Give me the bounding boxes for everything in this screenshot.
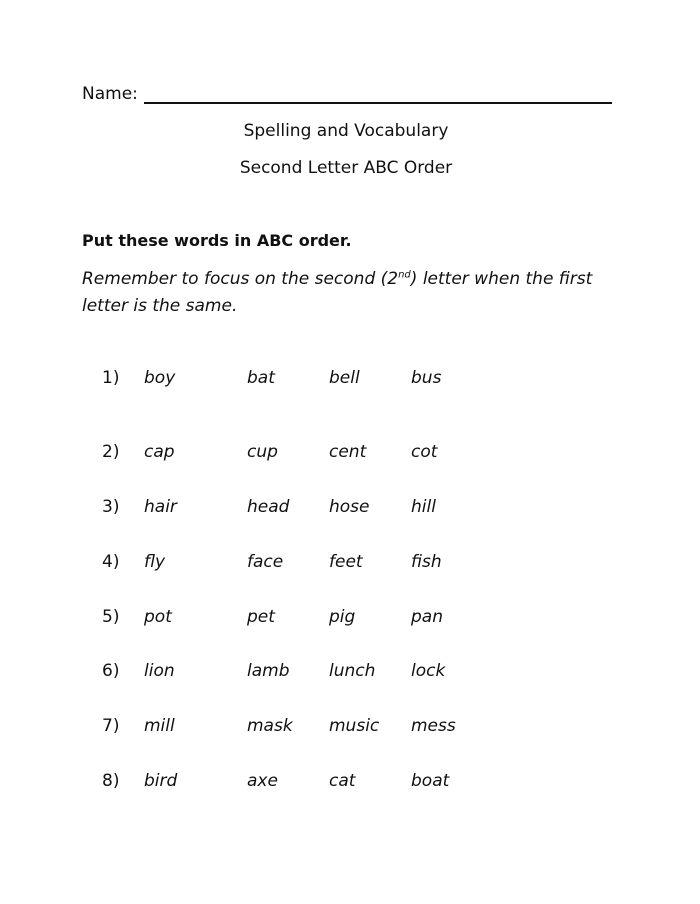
- word: cup: [247, 442, 278, 462]
- instruction-text: Put these words in ABC order.: [82, 231, 352, 250]
- name-blank-line[interactable]: [144, 84, 612, 104]
- word: bell: [329, 368, 360, 388]
- word: cot: [411, 442, 438, 462]
- word: feet: [329, 552, 363, 572]
- word: mask: [247, 716, 293, 736]
- reminder-after: ) letter when the first letter is the same.: [82, 269, 593, 316]
- word: mill: [144, 716, 175, 736]
- word: pig: [329, 607, 356, 627]
- worksheet-subtitle: Second Letter ABC Order: [239, 158, 453, 178]
- word-row-5: [0, 607, 700, 635]
- word: mess: [411, 716, 456, 736]
- word: bus: [411, 368, 442, 388]
- word: pot: [144, 607, 172, 627]
- word-row-2: [0, 442, 700, 470]
- word-row-8: [0, 771, 700, 799]
- word-row-3: [0, 497, 700, 525]
- word-row-6: [0, 661, 700, 689]
- reminder-text: [82, 266, 622, 320]
- word: music: [329, 716, 380, 736]
- row-number: 3): [102, 497, 120, 517]
- row-number: 7): [102, 716, 120, 736]
- word: bird: [144, 771, 178, 791]
- row-number: 4): [102, 552, 120, 572]
- reminder-superscript: nd: [398, 269, 411, 281]
- word: axe: [247, 771, 278, 791]
- word: boy: [144, 368, 176, 388]
- word-row-7: [0, 716, 700, 744]
- name-field[interactable]: [82, 84, 612, 104]
- name-label: Name:: [82, 84, 138, 104]
- reminder-before: Remember to focus on the second (2: [82, 269, 399, 289]
- word: lunch: [329, 661, 376, 681]
- word: hose: [329, 497, 370, 517]
- word: lock: [411, 661, 446, 681]
- word: head: [247, 497, 290, 517]
- word-row-1: [0, 368, 700, 396]
- word: lamb: [247, 661, 290, 681]
- word: cat: [329, 771, 356, 791]
- word: boat: [411, 771, 450, 791]
- word: fish: [411, 552, 442, 572]
- word: fly: [144, 552, 166, 572]
- row-number: 8): [102, 771, 120, 791]
- word: hair: [144, 497, 177, 517]
- word: cap: [144, 442, 175, 462]
- word: bat: [247, 368, 275, 388]
- row-number: 5): [102, 607, 120, 627]
- row-number: 6): [102, 661, 120, 681]
- word: hill: [411, 497, 436, 517]
- row-number: 2): [102, 442, 120, 462]
- worksheet-title: Spelling and Vocabulary: [243, 121, 449, 141]
- word: pan: [411, 607, 443, 627]
- word: pet: [247, 607, 275, 627]
- word: face: [247, 552, 284, 572]
- word-row-4: [0, 552, 700, 580]
- word: cent: [329, 442, 367, 462]
- row-number: 1): [102, 368, 120, 388]
- word: lion: [144, 661, 175, 681]
